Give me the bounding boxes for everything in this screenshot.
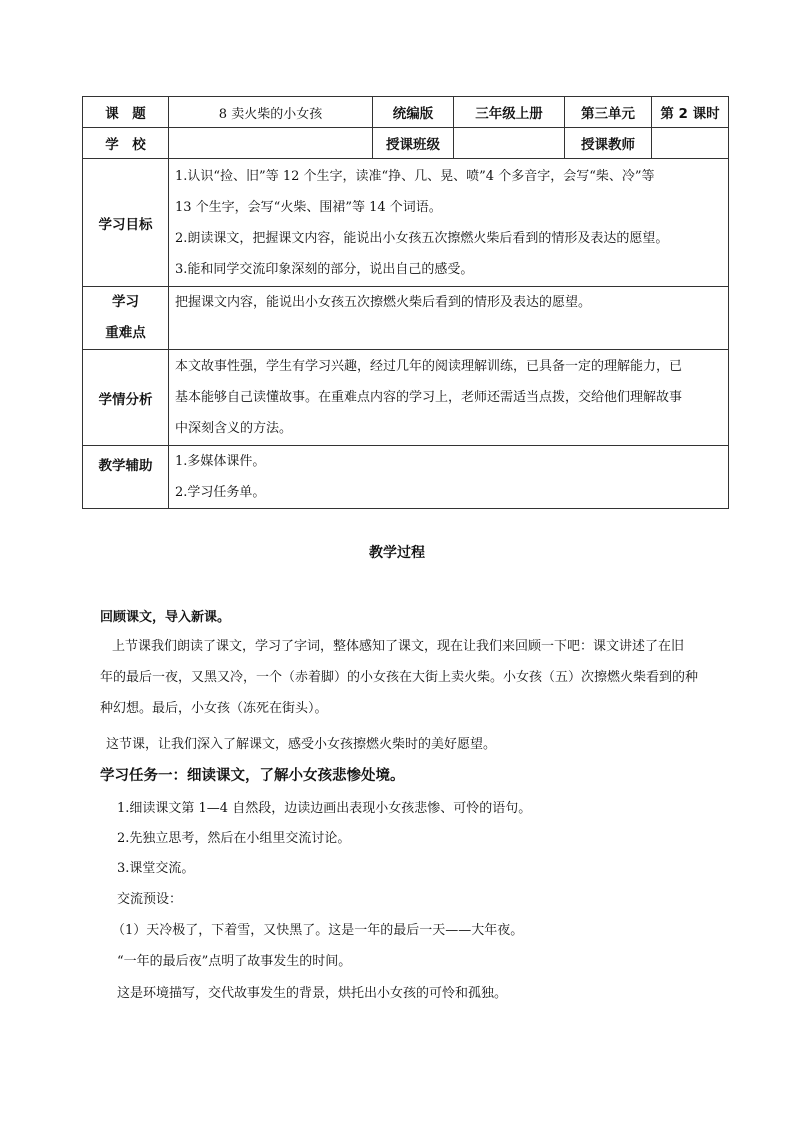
info-row-school: [83, 128, 729, 159]
intro-line: 这节课，让我们深入了解课文，感受小女孩擦燃火柴时的美好愿望。: [106, 737, 497, 752]
school-label: 学 校: [83, 128, 169, 159]
analysis-content: [169, 350, 729, 446]
task-step: 1.细读课文第 1—4 自然段，边读边画出表现小女孩悲惨、可怜的语句。: [117, 801, 532, 816]
task-step: “一年的最后夜”点明了故事发生的时间。: [117, 954, 352, 969]
review-line: 上节课我们朗读了课文，学习了字词，整体感知了课文，现在让我们来回顾一下吧：课文讲述了在旧: [112, 639, 685, 654]
task-step: 3.课堂交流。: [117, 861, 195, 876]
key-points-label: [83, 287, 169, 350]
objective-line: 2.朗读课文，把握课文内容，能说出小女孩五次擦燃火柴后看到的情形及表达的愿望。: [175, 230, 669, 246]
task-step: 交流预设：: [117, 892, 183, 907]
objectives-row: [83, 159, 729, 287]
key-points-label-line1: 学习: [112, 294, 139, 310]
review-line: 年的最后一夜，又黑又冷，一个（赤着脚）的小女孩在大街上卖火柴。小女孩（五）次擦燃火柴看到的种: [100, 670, 699, 685]
analysis-row: [83, 350, 729, 446]
period: 第 2 课时: [652, 97, 729, 128]
key-points-content: [169, 287, 729, 350]
aids-content: [169, 446, 729, 509]
objectives-content: [169, 159, 729, 287]
task-step: （1）天冷极了，下着雪，又快黑了。这是一年的最后一天——大年夜。: [112, 923, 524, 938]
task-step: 这是环境描写，交代故事发生的背景，烘托出小女孩的可怜和孤独。: [117, 986, 508, 1001]
lesson-title: 8 卖火柴的小女孩: [169, 97, 373, 128]
review-heading: 回顾课文，导入新课。: [100, 610, 231, 625]
objective-line: 13 个生字，会写“火柴、围裙”等 14 个词语。: [175, 199, 442, 215]
aids-row: [83, 446, 729, 509]
key-points-text: 把握课文内容，能说出小女孩五次擦燃火柴后看到的情形及表达的愿望。: [175, 295, 592, 310]
teacher-label: 授课教师: [565, 128, 652, 159]
aid-line: 2.学习任务单。: [175, 485, 266, 500]
aid-line: 1.多媒体课件。: [175, 454, 266, 469]
class-label: 授课班级: [373, 128, 454, 159]
info-row-course: [83, 97, 729, 128]
objective-line: 1.认识“捡、旧”等 12 个生字，读准“挣、几、晃、喷”4 个多音字，会写“柴、冷”等: [175, 168, 655, 184]
class-value: [454, 128, 565, 159]
analysis-label: 学情分析: [83, 350, 169, 446]
unit: 第三单元: [565, 97, 652, 128]
objectives-label: 学习目标: [83, 159, 169, 287]
key-points-label-line2: 重难点: [105, 325, 146, 341]
school-value: [169, 128, 373, 159]
edition: 统编版: [373, 97, 454, 128]
task1-heading: 学习任务一：细读课文，了解小女孩悲惨处境。: [100, 768, 405, 784]
process-title: 教学过程: [369, 545, 425, 561]
lesson-info-table: [82, 96, 729, 509]
analysis-line: 本文故事性强，学生有学习兴趣，经过几年的阅读理解训练，已具备一定的理解能力，已: [175, 359, 683, 374]
aids-label: 教学辅助: [83, 446, 169, 509]
analysis-line: 中深刻含义的方法。: [175, 421, 293, 436]
objective-line: 3.能和同学交流印象深刻的部分，说出自己的感受。: [175, 261, 474, 277]
key-points-row: [83, 287, 729, 350]
lesson-label: 课 题: [83, 97, 169, 128]
review-line: 种幻想。最后，小女孩（冻死在街头）。: [100, 701, 328, 716]
task-step: 2.先独立思考，然后在小组里交流讨论。: [117, 831, 351, 846]
grade: 三年级上册: [454, 97, 565, 128]
teacher-value: [652, 128, 729, 159]
analysis-line: 基本能够自己读懂故事。在重难点内容的学习上，老师还需适当点拨，交给他们理解故事: [175, 390, 683, 405]
